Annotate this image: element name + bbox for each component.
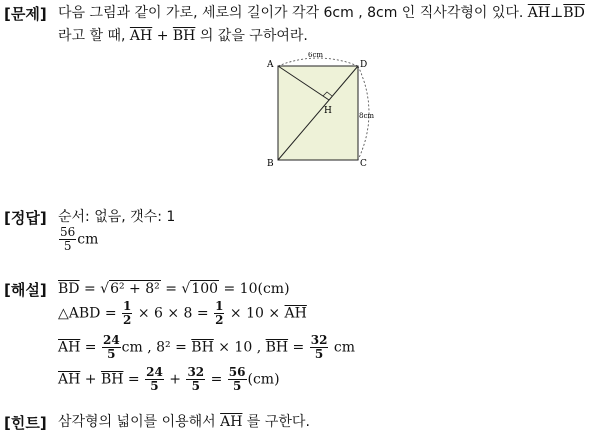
frac-num: 1 [215,299,224,313]
answer-fraction [59,226,76,253]
frac-den: 5 [232,379,242,393]
hint-text-2: 를 구한다. [246,414,310,430]
text: cm , 8² = [121,339,192,356]
fraction [310,334,329,361]
segment-ah: $\overline{AH}$ [284,305,307,322]
label-a: A [267,60,274,70]
fraction [214,300,224,327]
problem-line-1 [58,4,585,22]
label-b: B [267,159,274,169]
text: (cm) [247,371,280,388]
fraction [145,366,164,393]
problem-text-3: 의 값을 구하여라. [199,28,308,44]
segment-ah: $\overline{AH}$ [58,339,81,356]
answer-value [58,226,98,253]
hint-text-1: 삼각형의 넓이를 이용해서 [58,414,216,430]
label-8cm: 8cm [359,112,375,120]
label-6cm: 6cm [308,52,324,59]
sqrt-symbol: √ [181,281,191,297]
frac-den: 5 [314,347,324,361]
text: = [123,371,145,388]
frac-den: 5 [150,379,159,393]
frac-num: 32 [187,365,205,379]
text: cm [329,339,356,356]
text: × 10 , [213,339,266,356]
solution-line-2 [58,300,307,327]
text: × 10 × [225,305,285,322]
frac-num: 1 [123,299,132,313]
sqrt-symbol: √ [100,281,110,297]
top-dimension-arc [278,58,358,66]
sqrt-content: 6² + 8² [110,281,160,297]
text: = [160,281,182,297]
solution-label: [해설] [4,281,47,299]
problem-line-2 [58,27,308,45]
text: + [80,371,101,388]
segment-bh: $\overline{BH}$ [172,28,196,44]
segment-ah: $\overline{AH}$ [220,414,243,430]
text: = [79,281,101,297]
solution-line-3 [58,334,355,361]
answer-unit: cm [77,231,99,248]
text: = 10(cm) [219,281,290,297]
frac-num: 32 [310,333,328,347]
perp-symbol: ⊥ [550,5,564,21]
segment-ah: $\overline{AH}$ [58,371,81,388]
answer-label: [정답] [4,209,47,227]
frac-num: 56 [228,365,246,379]
label-h: H [324,106,332,116]
answer-order-count: 순서: 없음, 갯수: 1 [58,209,176,225]
problem-text-1: 다음 그림과 같이 가로, 세로의 길이가 각각 6cm , 8cm 인 직사각형이 있다. [58,5,524,21]
frac-num: 56 [60,225,76,239]
frac-den: 2 [215,313,224,327]
frac-den: 5 [107,347,116,361]
segment-bh: $\overline{BH}$ [100,371,124,388]
text: = [206,371,227,388]
fraction [122,300,132,327]
text: = [80,339,101,356]
text: × 6 × 8 = [133,305,214,322]
solution-line-1 [58,280,290,298]
frac-num: 24 [146,365,163,379]
fraction [228,366,247,393]
sqrt-content: 100 [191,281,219,297]
plus-symbol: + [156,28,169,44]
text: + [164,371,186,388]
rectangle-figure [262,52,387,174]
fraction [186,366,205,393]
text: △ABD = [58,305,122,322]
segment-ah: $\overline{AH}$ [527,5,551,21]
segment-bh: $\overline{BH}$ [265,339,289,356]
solution-line-4 [58,366,280,393]
hint-line [58,413,310,431]
segment-bd: $\overline{BD}$ [563,5,585,21]
problem-label: [문제] [4,5,47,23]
frac-den: 5 [191,379,200,393]
segment-bh: $\overline{BH}$ [191,339,214,356]
frac-den: 2 [123,313,132,327]
answer-line-1 [58,208,175,226]
frac-den: 5 [63,239,72,253]
frac-num: 24 [102,333,120,347]
label-d: D [360,60,368,70]
segment-bd: $\overline{BD}$ [58,281,80,297]
problem-text-2: 라고 할 때, [58,28,126,44]
text: = [288,339,309,356]
label-c: C [360,159,367,169]
hint-label: [힌트] [4,414,47,432]
fraction [102,334,121,361]
segment-ah: $\overline{AH}$ [129,28,153,44]
